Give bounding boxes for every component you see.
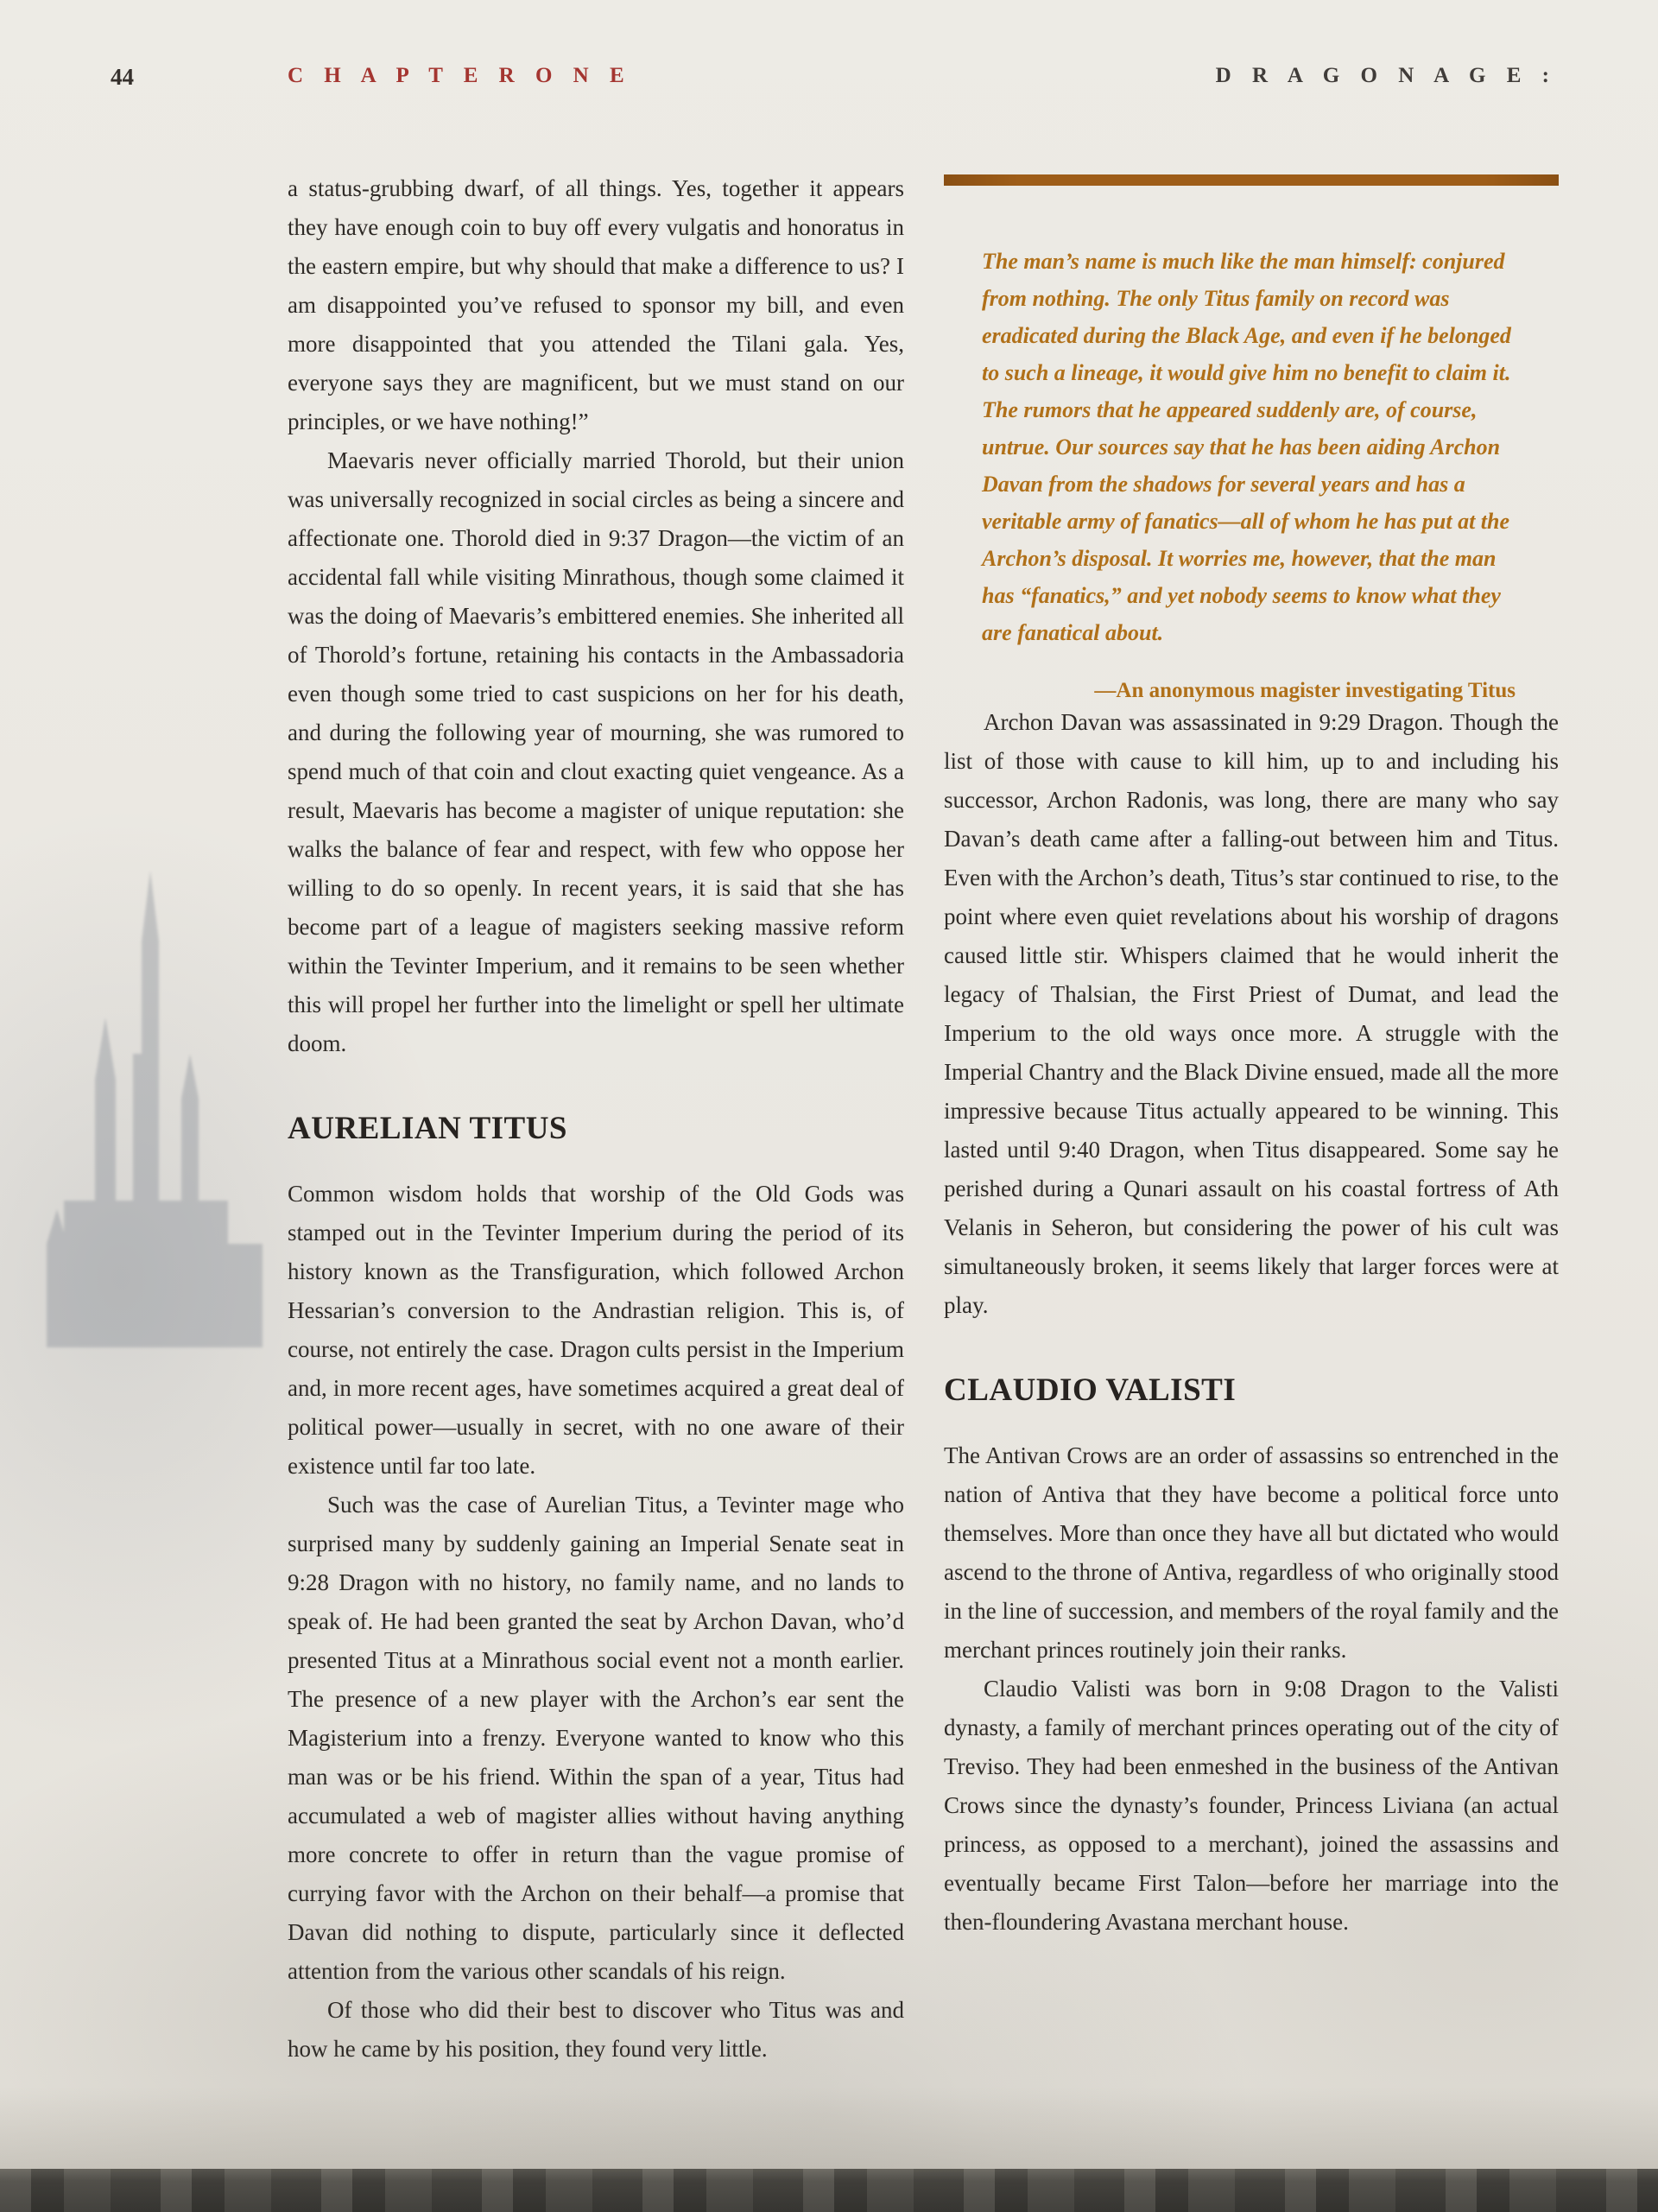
sidebar-quote-attribution: —An anonymous magister investigating Titus: [1094, 679, 1516, 702]
section-heading-aurelian-titus: AURELIAN TITUS: [288, 1111, 567, 1146]
background-watermark-spires-image: [12, 795, 280, 1347]
body-paragraph: Such was the case of Aurelian Titus, a Tevinter mage who surprised many by suddenly gaining an Imperial Senate seat in 9:28 Dragon with no history, no family name, and no lands to speak of. He had been granted the seat by Archon Davan, who’d presented Titus at a Minrathous social event not a month earlier. The presence of a new player with the Archon’s ear sent the Magisterium into a frenzy. Everyone wanted to know who this man was or be his friend. Within the span of a year, Titus had accumulated a web of magister allies without having anything more concrete to offer in return than the vague promise of currying favor with the Archon on their behalf—a promise that Davan did nothing to dispute, particularly since it deflected attention from the various other scandals of his reign.: [288, 1492, 904, 1984]
right-column: [944, 169, 1559, 1942]
body-paragraph: Claudio Valisti was born in 9:08 Dragon to the Valisti dynasty, a family of merchant princes operating out of the city of Treviso. They had been enmeshed in the business of the Antivan Crows since the dynasty’s founder, Princess Liviana (an actual princess, as opposed to a merchant), joined the assassins and eventually became First Talon—before her marriage into the then-floundering Avastana merchant house.: [944, 1676, 1559, 1935]
sidebar-quote-text: The man’s name is much like the man himself: conjured from nothing. The only Titus family on record was eradicated during the Black Age, and even if he belonged to such a lineage, it would give him no benefit to claim it. The rumors that he appeared suddenly are, of course, untrue. Our sources say that he has been aiding Archon Davan from the shadows for several years and has a veritable army of fanatics—all of whom he has put at the Archon’s disposal. It worries me, however, that the man has “fanatics,” and yet nobody seems to know what they are fanatical about.: [982, 249, 1511, 645]
footer-fade-overlay: [0, 2087, 1658, 2169]
body-paragraph: Archon Davan was assassinated in 9:29 Dragon. Though the list of those with cause to kill him, up to and including his successor, Archon Radonis, was long, there are many who say Davan’s death came after a falling-out between him and Titus. Even with the Archon’s death, Titus’s star continued to rise, to the point where even quiet revelations about his worship of dragons caused little stir. Whispers claimed that he would inherit the legacy of Thalsian, the First Priest of Dumat, and lead the Imperium to the old ways once more. A struggle with the Imperial Chantry and the Black Divine ensued, made all the more impressive because Titus actually appeared to be winning. This lasted until 9:40 Dragon, when Titus disappeared. Some say he perished during a Qunari assault on his coastal fortress of Ath Velanis in Seheron, but considering the power of his cult was simultaneously broken, it seems likely that larger forces were at play.: [944, 709, 1559, 1318]
body-paragraph: Common wisdom holds that worship of the Old Gods was stamped out in the Tevinter Imperium during the period of its history known as the Transfiguration, which followed Archon Hessarian’s conversion to the Andrastian religion. This is, of course, not entirely the case. Dragon cults persist in the Imperium and, in more recent ages, have sometimes acquired a great deal of political power—usually in secret, with no one aware of their existence until far too late.: [288, 1181, 904, 1479]
body-paragraph: The Antivan Crows are an order of assassins so entrenched in the nation of Antiva that they have become a political force unto themselves. More than once they have all but dictated who would ascend to the throne of Antiva, regardless of who originally stood in the line of succession, and members of the royal family and the merchant princes routinely join their ranks.: [944, 1442, 1559, 1663]
sidebar-quote-box: [944, 174, 1559, 703]
body-paragraph: a status-grubbing dwarf, of all things. Yes, together it appears they have enough coin to buy off every vulgatis and honoratus in the eastern empire, but why should that make a difference to us? I am disappointed you’ve refused to sponsor my bill, and even more disappointed that you attended the Tilani gala. Yes, everyone says they are magnificent, but we must stand on our principles, or we have nothing!”: [288, 175, 904, 434]
section-heading-claudio-valisti: CLAUDIO VALISTI: [944, 1372, 1237, 1408]
sidebar-top-rule: [944, 174, 1559, 186]
left-column: [288, 169, 904, 2069]
chapter-heading: C H A P T E R O N E: [288, 64, 632, 87]
page-number: 44: [111, 64, 134, 90]
footer-image-strip: [0, 2169, 1658, 2212]
body-paragraph: Of those who did their best to discover who Titus was and how he came by his position, they found very little.: [288, 1997, 904, 2062]
book-title: D R A G O N A G E :: [1215, 64, 1557, 87]
body-paragraph: Maevaris never officially married Thorold, but their union was universally recognized in social circles as being a sincere and affectionate one. Thorold died in 9:37 Dragon—the victim of an accidental fall while visiting Minrathous, though some claimed it was the doing of Maevaris’s embittered enemies. She inherited all of Thorold’s fortune, retaining his contacts in the Ambassadoria even though some tried to cast suspicions on her for his death, and during the following year of mourning, she was rumored to spend much of that coin and clout exacting quiet vengeance. As a result, Maevaris has become a magister of unique reputation: she walks the balance of fear and respect, with few who oppose her willing to do so openly. In recent years, it is said that she has become part of a league of magisters seeking massive reform within the Tevinter Imperium, and it remains to be seen whether this will propel her further into the limelight or spell her ultimate doom.: [288, 447, 904, 1056]
